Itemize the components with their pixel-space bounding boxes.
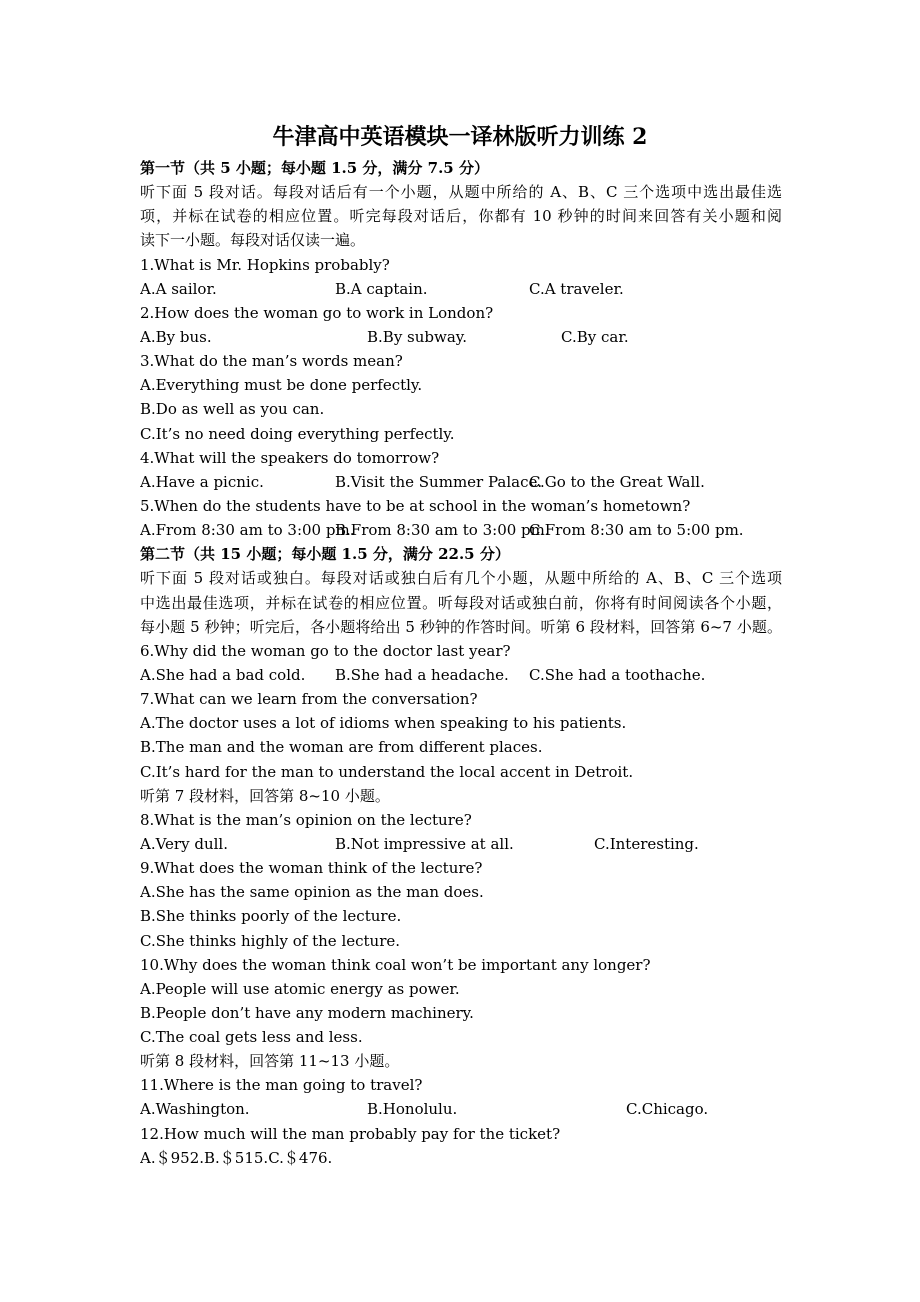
question-2: 2.How does the woman go to work in London? <box>140 303 494 322</box>
question-6-options <box>140 663 782 687</box>
question-3: 3.What do the man’s words mean? <box>140 352 403 371</box>
question-1-options <box>140 277 782 301</box>
document-title: 牛津高中英语模块一译林版听力训练 2 <box>272 124 648 150</box>
question-12-options: A.＄952.B.＄515.C.＄476. <box>140 1148 333 1167</box>
question-6-option-b: B.She had a headache. <box>335 665 509 684</box>
question-8: 8.What is the man’s opinion on the lecture? <box>140 810 472 829</box>
section1-heading: 第一节（共 5 小题；每小题 1.5 分，满分 7.5 分） <box>140 159 489 177</box>
question-8-option-a: A.Very dull. <box>140 834 228 853</box>
section2-instructions-line-3: 每小题 5 秒钟；听完后，各小题将给出 5 秒钟的作答时间。听第 6 段材料，回答第 6~7 小题。 <box>140 617 782 636</box>
question-7-option-b: B.The man and the woman are from different places. <box>140 738 543 757</box>
text-8-intro: 听第 8 段材料，回答第 11~13 小题。 <box>140 1052 400 1071</box>
question-5-option-b: B.From 8:30 am to 3:00 pm. <box>335 521 550 540</box>
section1-instructions-line-2: 项，并标在试卷的相应位置。听完每段对话后，你都有 10 秒钟的时间来回答有关小题和阅 <box>140 207 782 226</box>
question-5-option-c: C.From 8:30 am to 5:00 pm. <box>529 521 744 540</box>
question-7-option-a: A.The doctor uses a lot of idioms when speaking to his patients. <box>140 714 627 733</box>
question-4-options <box>140 470 782 494</box>
question-3-option-b: B.Do as well as you can. <box>140 400 325 419</box>
question-4-option-c: C.Go to the Great Wall. <box>529 472 705 491</box>
section2-instructions-line-2: 中选出最佳选项，并标在试卷的相应位置。听每段对话或独白前，你将有时间阅读各个小题， <box>140 593 782 612</box>
question-7-option-c: C.It’s hard for the man to understand the local accent in Detroit. <box>140 762 634 781</box>
question-9-option-b: B.She thinks poorly of the lecture. <box>140 907 402 926</box>
question-5-options <box>140 518 782 542</box>
question-11-options <box>140 1097 782 1121</box>
question-2-options <box>140 325 782 349</box>
text-7-intro: 听第 7 段材料，回答第 8~10 小题。 <box>140 786 390 805</box>
question-10-option-b: B.People don’t have any modern machinery. <box>140 1003 474 1022</box>
question-9: 9.What does the woman think of the lecture? <box>140 859 483 878</box>
question-1-option-c: C.A traveler. <box>529 279 624 298</box>
question-1-option-b: B.A captain. <box>335 279 428 298</box>
document-body <box>140 156 782 1170</box>
question-1-option-a: A.A sailor. <box>140 279 217 298</box>
question-3-option-c: C.It’s no need doing everything perfectly. <box>140 424 455 443</box>
question-9-option-a: A.She has the same opinion as the man does. <box>140 883 484 902</box>
question-4-option-b: B.Visit the Summer Palace. <box>335 472 543 491</box>
question-11-option-a: A.Washington. <box>140 1100 250 1119</box>
question-8-option-c: C.Interesting. <box>594 834 699 853</box>
section1-instructions-line-1: 听下面 5 段对话。每段对话后有一个小题，从题中所给的 A、B、C 三个选项中选出最佳选 <box>140 183 782 202</box>
question-2-option-a: A.By bus. <box>140 327 212 346</box>
question-10-option-a: A.People will use atomic energy as power. <box>140 979 460 998</box>
question-11-option-c: C.Chicago. <box>626 1100 709 1119</box>
question-5-option-a: A.From 8:30 am to 3:00 pm. <box>140 521 355 540</box>
question-2-option-b: B.By subway. <box>367 327 468 346</box>
question-6: 6.Why did the woman go to the doctor last year? <box>140 641 511 660</box>
question-10-option-c: C.The coal gets less and less. <box>140 1028 363 1047</box>
question-12: 12.How much will the man probably pay for the ticket? <box>140 1124 561 1143</box>
question-7: 7.What can we learn from the conversation? <box>140 690 478 709</box>
question-1: 1.What is Mr. Hopkins probably? <box>140 255 390 274</box>
question-5: 5.When do the students have to be at school in the woman’s hometown? <box>140 496 691 515</box>
question-2-option-c: C.By car. <box>561 327 629 346</box>
question-11: 11.Where is the man going to travel? <box>140 1076 423 1095</box>
question-9-option-c: C.She thinks highly of the lecture. <box>140 931 401 950</box>
question-3-option-a: A.Everything must be done perfectly. <box>140 376 423 395</box>
question-8-option-b: B.Not impressive at all. <box>335 834 514 853</box>
question-8-options <box>140 832 782 856</box>
question-6-option-a: A.She had a bad cold. <box>140 665 306 684</box>
question-10: 10.Why does the woman think coal won’t be important any longer? <box>140 955 651 974</box>
section2-instructions-line-1: 听下面 5 段对话或独白。每段对话或独白后有几个小题，从题中所给的 A、B、C 三个选项 <box>140 569 782 588</box>
question-11-option-b: B.Honolulu. <box>367 1100 458 1119</box>
question-6-option-c: C.She had a toothache. <box>529 665 706 684</box>
section2-heading: 第二节（共 15 小题；每小题 1.5 分，满分 22.5 分） <box>140 545 510 564</box>
question-4-option-a: A.Have a picnic. <box>140 472 264 491</box>
question-4: 4.What will the speakers do tomorrow? <box>140 448 440 467</box>
section1-instructions-line-3: 读下一小题。每段对话仅读一遍。 <box>140 231 366 250</box>
